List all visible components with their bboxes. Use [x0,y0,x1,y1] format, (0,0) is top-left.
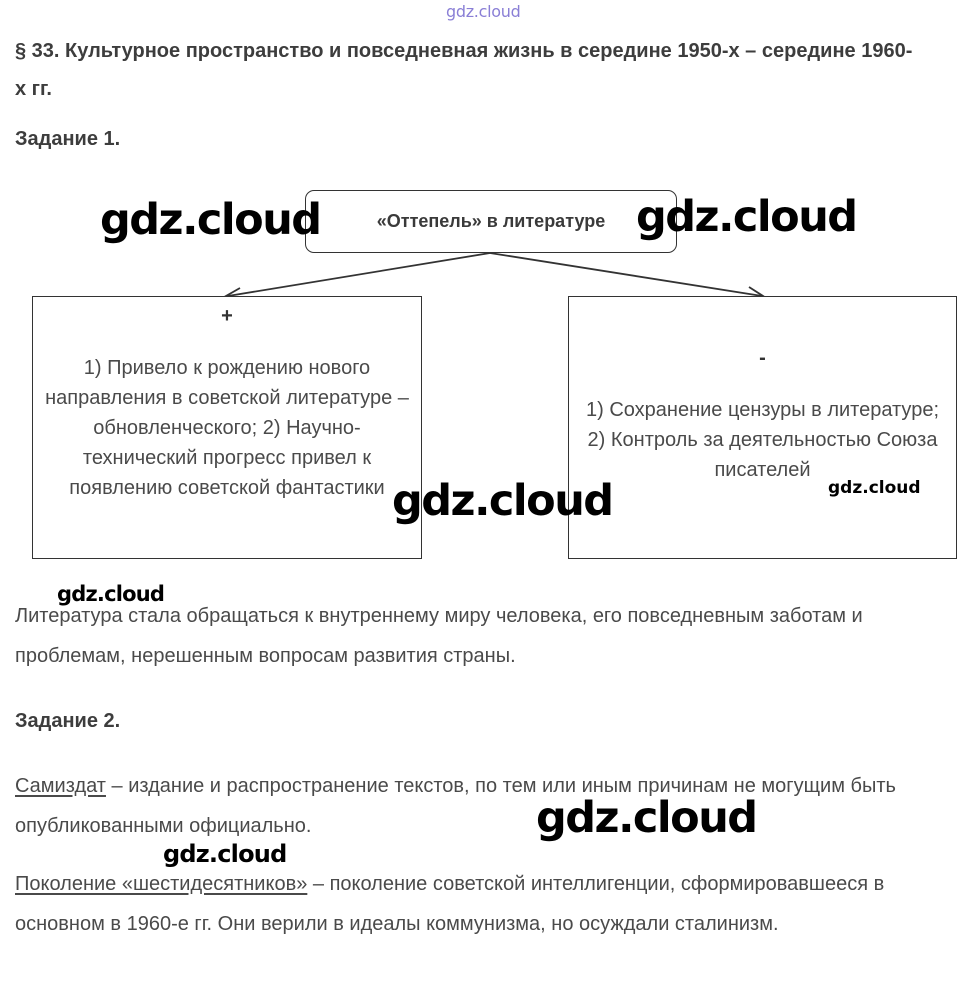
page-title: § 33. Культурное пространство и повседневная жизнь в середине 1950-х – середине 1960-х гг. [15,40,913,100]
diagram-box-negative [568,296,957,559]
watermark-top: gdz.cloud [446,2,521,21]
term-samizdat: Самиздат [15,775,106,797]
definition-shestidesyatniki [15,864,945,944]
negative-sign: - [759,347,766,369]
watermark-overlay: gdz.cloud [636,192,857,242]
def-samizdat: – издание и распространение текстов, по тем или иным причинам не могущим быть опубликованными официально. [15,775,896,837]
positive-sign: + [221,305,233,327]
def-shestidesyatniki: – поколение советской интеллигенции, сформировавшееся в основном в 1960-е гг. Они верили в идеалы коммунизма, но осуждали сталинизм. [15,873,885,935]
watermark-overlay: gdz.cloud [163,840,287,868]
task2-heading: Задание 2. [15,710,121,732]
diagram-box-positive [32,296,422,559]
task1-answer: Литература стала обращаться к внутреннему миру человека, его повседневным заботам и проблемам, нерешенным вопросам развития страны. [15,605,863,667]
definition-samizdat [15,766,945,846]
diagram-top-label: «Оттепель» в литературе [376,211,606,231]
watermark-overlay: gdz.cloud [828,478,921,498]
arrow-left-line [228,253,490,296]
arrow-right-line [490,253,762,296]
positive-text: 1) Привело к рождению нового направления в советской литературе – обновленческого; 2) Научно-технический прогресс привел к появлению советской фантастики [45,357,409,499]
term-shestidesyatniki: Поколение «шестидесятников» [15,873,308,895]
negative-text: 1) Сохранение цензуры в литературе; 2) Контроль за деятельностью Союза писателей [585,399,940,481]
watermark-overlay: gdz.cloud [392,476,613,526]
diagram-top-box [305,190,677,253]
watermark-overlay: gdz.cloud [536,793,757,843]
task1-heading: Задание 1. [15,128,121,150]
watermark-overlay: gdz.cloud [100,195,321,245]
watermark-overlay: gdz.cloud [57,582,165,606]
